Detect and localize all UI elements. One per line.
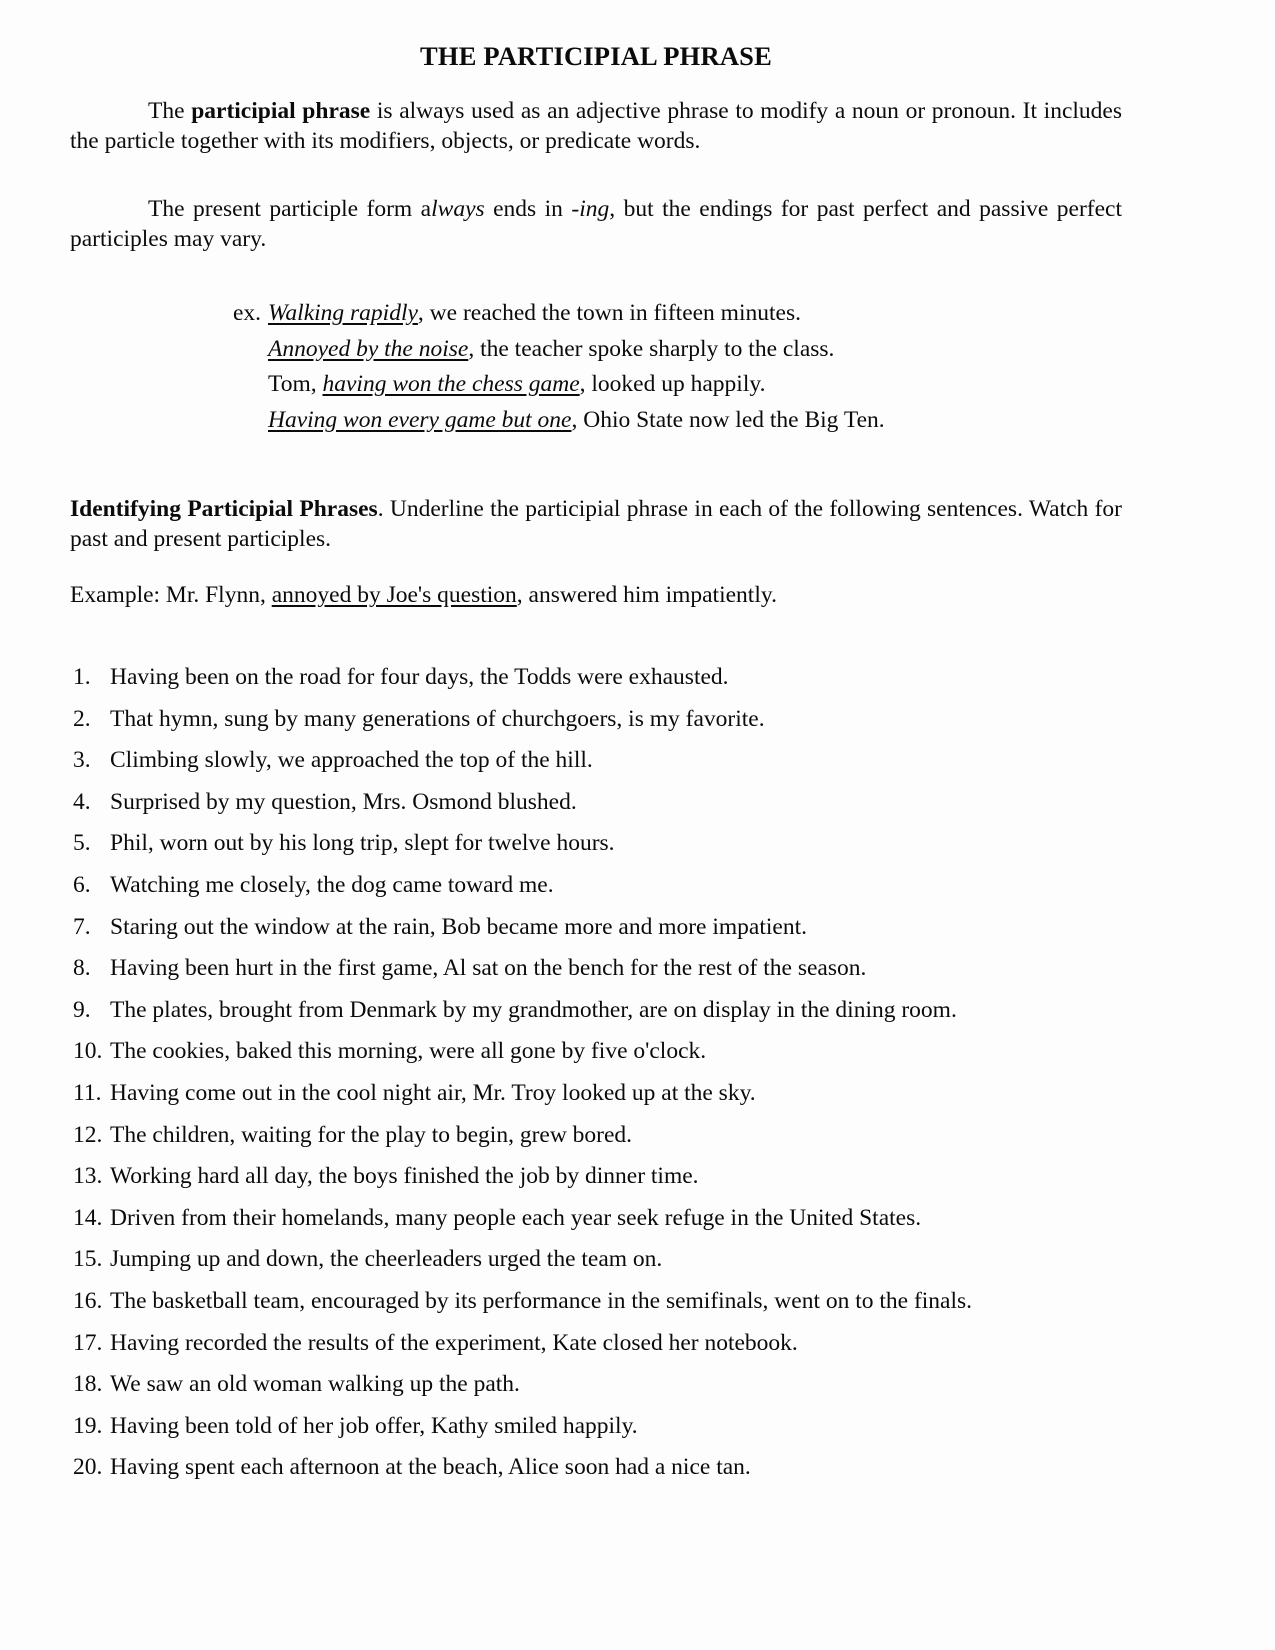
intro-p2-italic-ing: -ing	[571, 196, 610, 222]
question-text: Climbing slowly, we approached the top of the hill.	[110, 747, 593, 774]
example-remainder: , the teacher spoke sharply to the class.	[468, 335, 835, 362]
question-item	[73, 828, 1122, 858]
question-item	[73, 662, 1122, 692]
question-text: The basketball team, encouraged by its performance in the semifinals, went on to the finals.	[110, 1287, 973, 1314]
question-text: Working hard all day, the boys finished the job by dinner time.	[110, 1163, 699, 1190]
question-text: We saw an old woman walking up the path.	[110, 1371, 520, 1398]
intro-p2-part2: ends in	[484, 196, 572, 222]
question-item	[73, 1369, 1122, 1399]
intro-p2-part3: , but the endings for past perfect and passive perfect participles may vary.	[70, 196, 1122, 252]
example-participial-phrase: Walking rapidly	[268, 300, 418, 326]
intro-p2-part1: The present participle form a	[148, 196, 432, 222]
question-text: Driven from their homelands, many people each year seek refuge in the United States.	[110, 1204, 922, 1231]
question-item	[73, 912, 1122, 942]
example-remainder: , looked up happily.	[579, 371, 766, 397]
question-text: Having spent each afternoon at the beach, Alice soon had a nice tan.	[110, 1454, 751, 1481]
question-item	[73, 1411, 1122, 1441]
question-text: Phil, worn out by his long trip, slept for twelve hours.	[110, 830, 615, 857]
question-number: 9.	[73, 996, 91, 1023]
exercise-example-sentence	[70, 580, 1122, 610]
question-text: The cookies, baked this morning, were all gone by five o'clock.	[110, 1038, 707, 1065]
example-line	[233, 296, 1122, 332]
question-text: Having come out in the cool night air, Mr. Troy looked up at the sky.	[110, 1079, 756, 1106]
question-number: 5.	[73, 830, 91, 857]
question-item	[73, 745, 1122, 775]
question-item	[73, 787, 1122, 817]
question-text: Having recorded the results of the experiment, Kate closed her notebook.	[110, 1329, 798, 1356]
question-text: Jumping up and down, the cheerleaders urged the team on.	[110, 1246, 663, 1273]
question-number: 13.	[73, 1163, 103, 1190]
question-number: 20.	[73, 1454, 103, 1481]
exercise-example-underlined-phrase: annoyed by Joe's question	[271, 582, 517, 608]
example-remainder: , we reached the town in fifteen minutes.	[417, 300, 801, 326]
question-number: 14.	[73, 1204, 103, 1231]
exercise-heading: Identifying Participial Phrases	[70, 496, 378, 522]
question-item	[73, 1286, 1122, 1316]
question-text: Having been on the road for four days, the Todds were exhausted.	[110, 664, 729, 690]
example-label: ex.	[233, 300, 262, 326]
question-list	[73, 662, 1122, 1482]
question-item	[73, 1203, 1122, 1233]
question-number: 16.	[73, 1287, 103, 1314]
question-text: The plates, brought from Denmark by my grandmother, are on display in the dining room.	[110, 996, 957, 1023]
question-number: 18.	[73, 1371, 103, 1398]
question-number: 15.	[73, 1246, 103, 1273]
example-participial-phrase: having won the chess game	[322, 371, 580, 397]
page-title: THE PARTICIPIAL PHRASE	[420, 41, 772, 71]
exercise-example-label: Example: Mr. Flynn,	[70, 582, 272, 608]
question-item	[73, 995, 1122, 1025]
document-body	[70, 96, 1122, 1498]
question-text: Surprised by my question, Mrs. Osmond blushed.	[110, 788, 577, 815]
question-item	[73, 1161, 1122, 1191]
question-number: 8.	[73, 955, 91, 982]
example-remainder: , Ohio State now led the Big Ten.	[571, 406, 885, 433]
example-participial-phrase: Annoyed by the noise	[268, 335, 469, 362]
question-number: 1.	[73, 664, 91, 690]
example-block	[233, 296, 1122, 438]
example-line	[233, 403, 1122, 439]
intro-p1-bold-term: participial phrase	[191, 98, 371, 124]
example-line	[233, 367, 1122, 403]
exercise-example-remainder: , answered him impatiently.	[516, 582, 777, 608]
question-text: Watching me closely, the dog came toward me.	[110, 871, 554, 898]
question-text: The children, waiting for the play to begin, grew bored.	[110, 1121, 633, 1148]
question-text: Staring out the window at the rain, Bob became more and more impatient.	[110, 913, 807, 940]
question-number: 7.	[73, 913, 91, 940]
question-number: 4.	[73, 788, 91, 815]
example-prefix: Tom,	[268, 371, 323, 397]
intro-paragraph-1	[70, 96, 1122, 156]
intro-p2-italic-always: lways	[431, 196, 485, 222]
question-item	[73, 953, 1122, 983]
question-number: 12.	[73, 1121, 103, 1148]
question-text: That hymn, sung by many generations of churchgoers, is my favorite.	[110, 705, 765, 732]
question-number: 3.	[73, 747, 91, 774]
question-text: Having been told of her job offer, Kathy smiled happily.	[110, 1412, 638, 1439]
question-item	[73, 1078, 1122, 1108]
question-number: 10.	[73, 1038, 103, 1065]
question-item	[73, 704, 1122, 734]
question-number: 19.	[73, 1412, 103, 1439]
question-number: 6.	[73, 871, 91, 898]
question-item	[73, 1328, 1122, 1358]
exercise-instructions	[70, 494, 1122, 554]
question-number: 17.	[73, 1329, 103, 1356]
question-item	[73, 1244, 1122, 1274]
intro-p1-part1: The	[148, 98, 192, 124]
question-text: Having been hurt in the first game, Al sat on the bench for the rest of the season.	[110, 955, 867, 982]
question-item	[73, 1036, 1122, 1066]
example-line	[233, 332, 1122, 368]
exercise-instruction-text: . Underline the participial phrase in each of the following sentences. Watch for past and present participles.	[70, 496, 1122, 552]
question-item	[73, 1120, 1122, 1150]
question-number: 2.	[73, 705, 91, 732]
example-participial-phrase: Having won every game but one	[268, 406, 572, 433]
question-item	[73, 1452, 1122, 1482]
intro-p1-part2: is always used as an adjective phrase to modify a noun or pronoun. It includes the particle together with its modifiers, objects, or predicate words.	[70, 98, 1122, 154]
question-number: 11.	[73, 1079, 102, 1106]
question-item	[73, 870, 1122, 900]
intro-paragraph-2	[70, 194, 1122, 254]
